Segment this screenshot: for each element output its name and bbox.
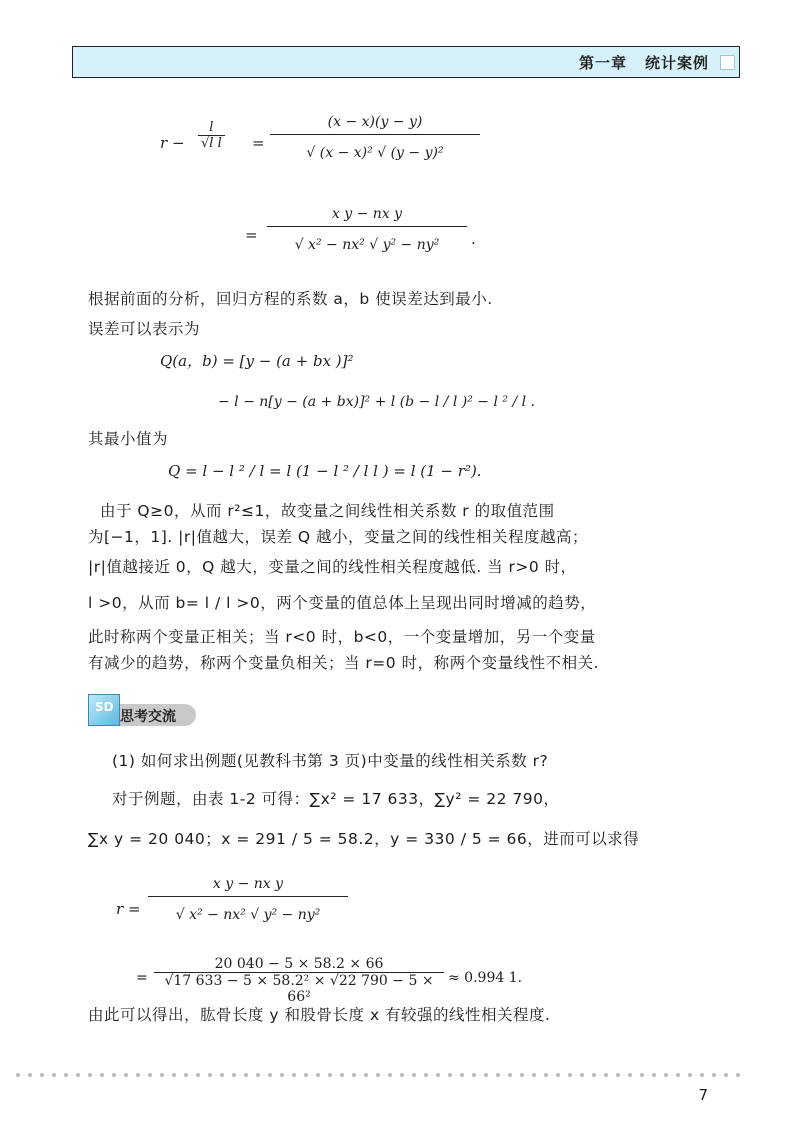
paragraph-range-l3: |r|值越接近 0，Q 越大，变量之间的线性相关程度越低. 当 r>0 时， [88, 558, 577, 576]
formula-r4-eq: = [136, 970, 148, 986]
formula-r-line4 [136, 956, 596, 1005]
formula-r-short-frac [198, 120, 225, 151]
formula-r3-frac [148, 870, 348, 923]
formula-r4-den: √17 633 − 5 × 58.2² × √22 790 − 5 × 66² [164, 973, 434, 1005]
formula-r-line2 [245, 196, 485, 276]
formula-r2-num: x y − nx y [267, 200, 467, 227]
formula-r2-end: . [471, 230, 476, 248]
chapter-number: 第一章 [578, 54, 627, 72]
formula-r-short-den: √l l [201, 136, 222, 151]
answer-line2: ∑x y = 20 040；x = 291 / 5 = 58.2，y = 330 / 5 = 66，进而可以求得 [88, 830, 640, 848]
paragraph-range-l5: 此时称两个变量正相关；当 r<0 时，b<0，一个变量增加，另一个变量 [88, 628, 596, 646]
question-text: (1) 如何求出例题(见教科书第 3 页)中变量的线性相关系数 r? [112, 752, 549, 770]
formula-r-eq1: = [252, 134, 265, 152]
chapter-title [579, 52, 709, 73]
think-discuss-text: 思考交流 [120, 709, 176, 725]
header-square-icon [720, 55, 735, 70]
formula-r-line3 [116, 868, 376, 952]
formula-r3-lhs: r = [116, 900, 141, 918]
formula-r4-result: ≈ 0.994 1. [448, 970, 523, 986]
paragraph-analysis: 根据前面的分析，回归方程的系数 a，b 使误差达到最小. [88, 290, 493, 308]
formula-r3-num: x y − nx y [148, 870, 348, 897]
formula-r-line1 [160, 108, 490, 188]
formula-r-long-den: √ (x − x)² √ (y − y)² [306, 145, 444, 161]
paragraph-range-l6: 有减少的趋势，称两个变量负相关；当 r=0 时，称两个变量线性不相关. [88, 654, 600, 672]
page-number: 7 [698, 1086, 708, 1104]
footer-dotted-divider [12, 1072, 742, 1078]
formula-r-short-num: l [198, 120, 225, 136]
paragraph-range-l2: 为[−1，1]. |r|值越大，误差 Q 越小，变量之间的线性相关程度越高； [88, 528, 589, 546]
formula-r-long-frac [270, 108, 480, 161]
formula-q-line2: − l − n[y − (a + bx)]² + l (b − l / l )² − l ² / l . [218, 394, 536, 410]
formula-q-min: Q = l − l ² / l = l (1 − l ² / l l ) = l (1 − r²). [168, 462, 482, 480]
formula-r2-frac [267, 200, 467, 253]
formula-r-lhs: r − [160, 134, 185, 152]
cube-icon-text: SD [95, 700, 114, 714]
paragraph-range-l1: 由于 Q≥0，从而 r²≤1，故变量之间线性相关系数 r 的取值范围 [100, 502, 555, 520]
chapter-header [72, 46, 740, 78]
think-discuss-label [88, 694, 198, 730]
formula-r3-den: √ x² − nx² √ y² − ny² [175, 907, 321, 923]
conclusion-text: 由此可以得出，肱骨长度 y 和股骨长度 x 有较强的线性相关程度. [88, 1006, 551, 1024]
formula-q-line1: Q(a，b) = [y − (a + bx )]² [160, 352, 354, 370]
paragraph-range-l4: l >0，从而 b= l / l >0，两个变量的值总体上呈现出同时增减的趋势， [88, 594, 597, 612]
formula-r4-num: 20 040 − 5 × 58.2 × 66 [154, 956, 444, 973]
formula-r2-eq: = [245, 226, 258, 244]
paragraph-min: 其最小值为 [88, 430, 169, 448]
formula-r2-den: √ x² − nx² √ y² − ny² [294, 237, 440, 253]
answer-line1: 对于例题，由表 1-2 可得：∑x² = 17 633，∑y² = 22 790， [112, 790, 560, 808]
paragraph-error: 误差可以表示为 [88, 320, 201, 338]
formula-r-long-num: (x − x)(y − y) [270, 108, 480, 135]
chapter-name: 统计案例 [644, 54, 709, 72]
